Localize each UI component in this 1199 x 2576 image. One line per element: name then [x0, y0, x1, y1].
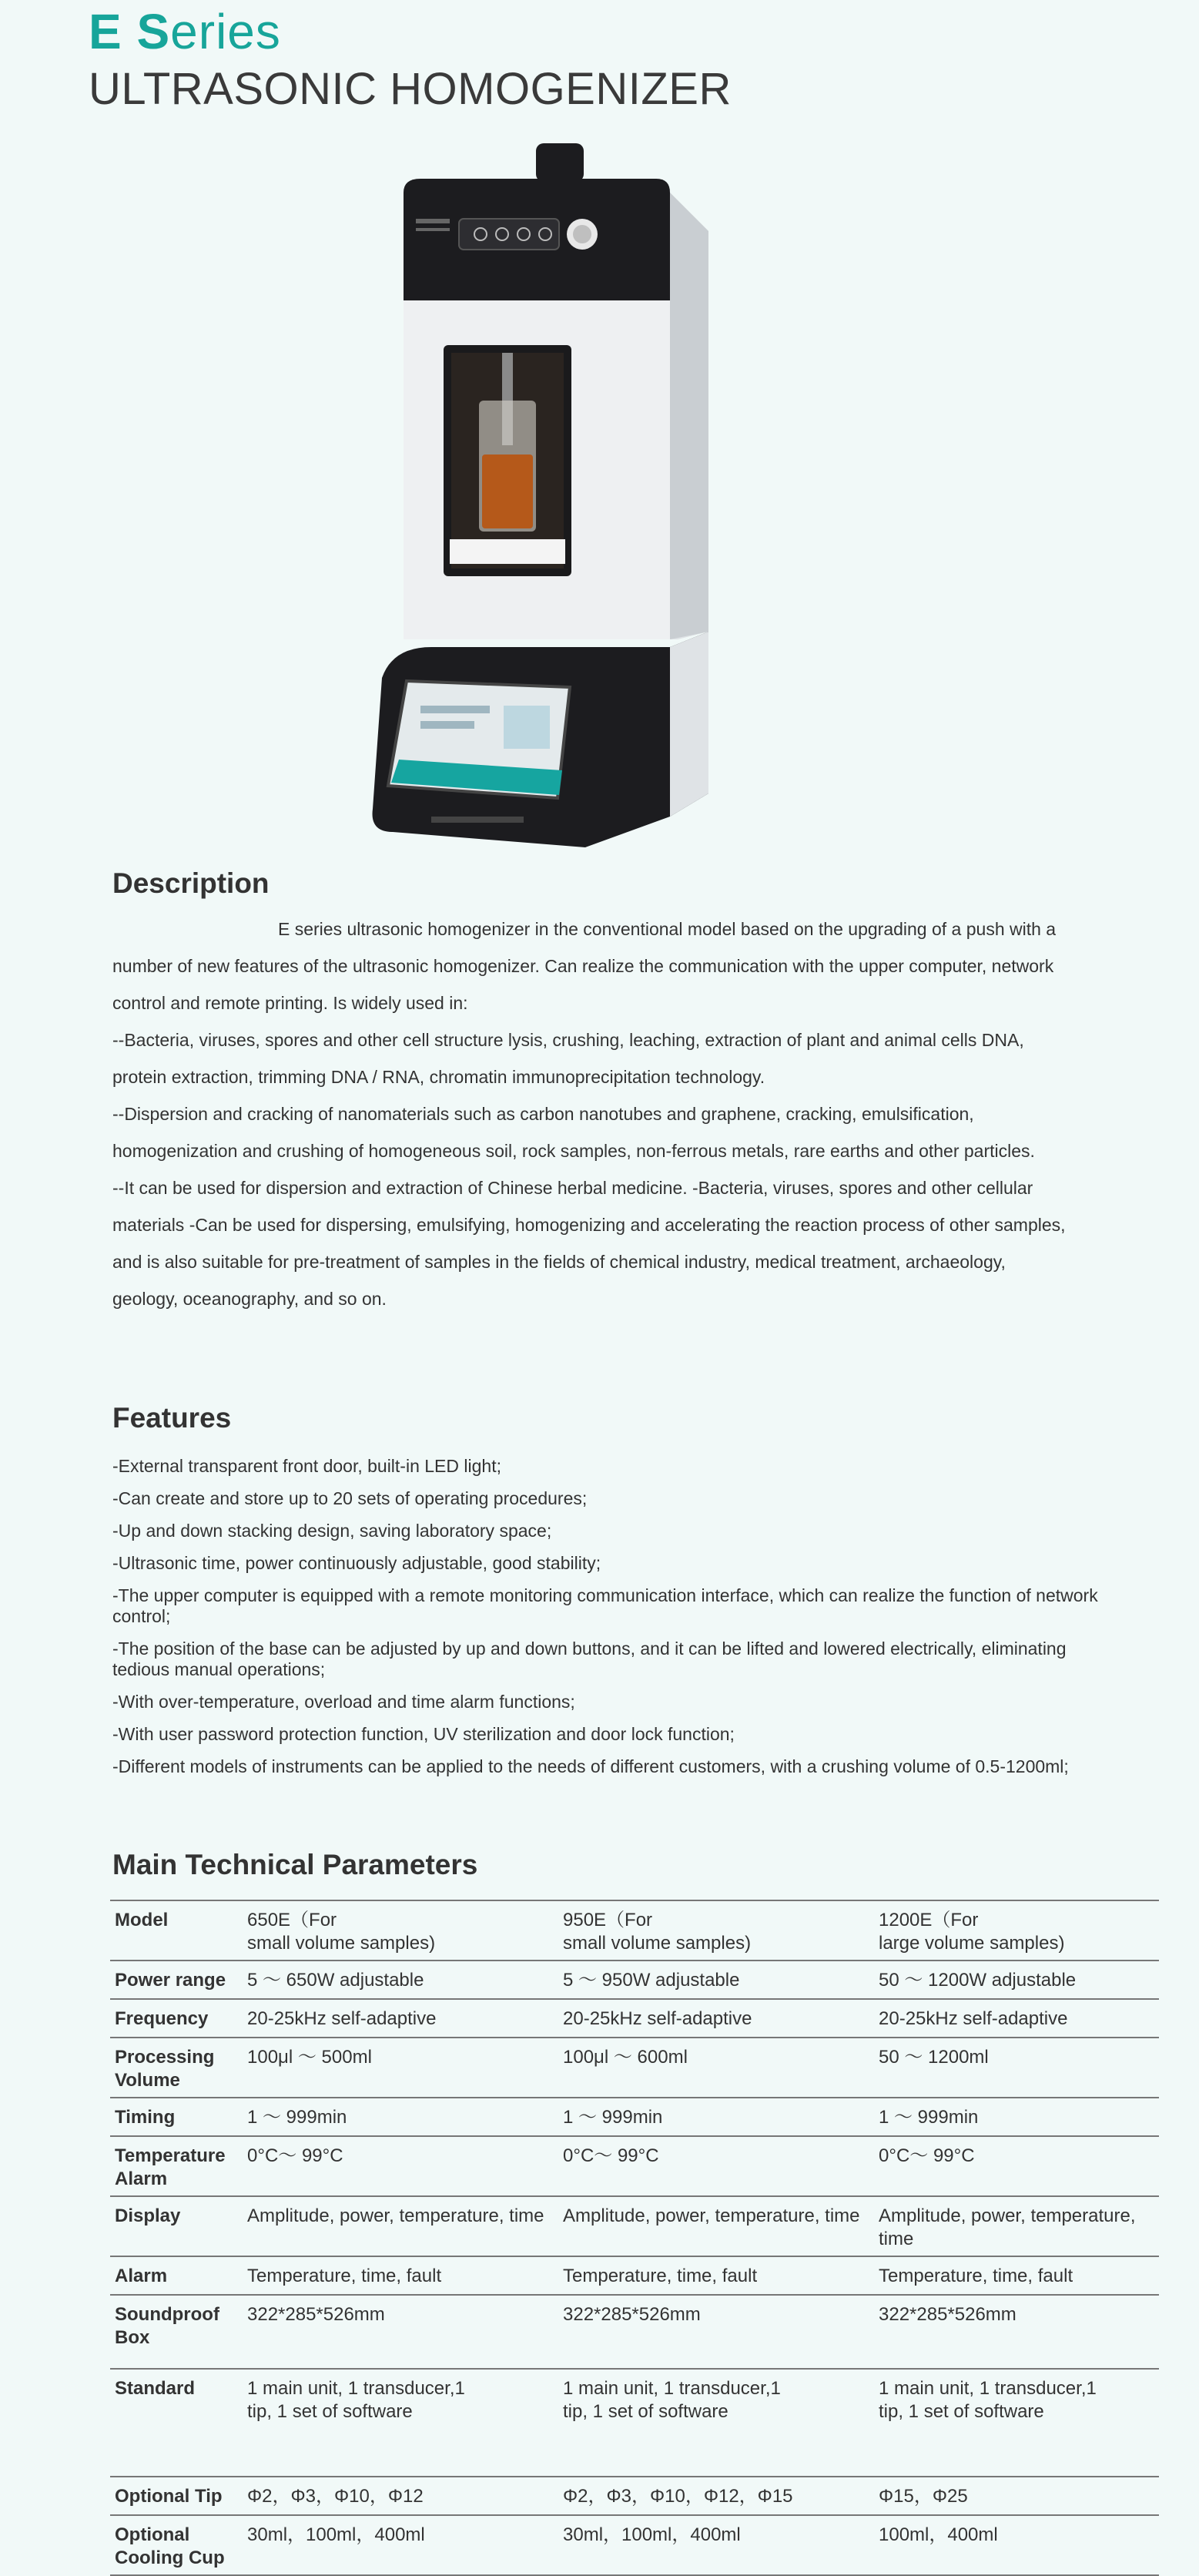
feature-item: -Different models of instruments can be applied to the needs of different customers, with a crushing volume of 0.5-1200ml;	[112, 1756, 1069, 1776]
feature-item: -External transparent front door, built-in LED light;	[112, 1456, 501, 1476]
param-value-c3: Φ15，Φ25	[874, 2477, 1159, 2515]
param-label: Soundproof Box	[110, 2295, 243, 2369]
param-value-c1: 1 main unit, 1 transducer,1 tip, 1 set of software	[243, 2369, 558, 2477]
param-label: Alarm	[110, 2256, 243, 2295]
param-label: Display	[110, 2196, 243, 2256]
feature-item: -The upper computer is equipped with a remote monitoring communication interface, which can realize the function of network control;	[112, 1585, 1098, 1626]
table-row	[110, 2256, 1159, 2295]
param-value-c1: Temperature, time, fault	[243, 2256, 558, 2295]
description-title: Description	[112, 867, 270, 899]
table-row	[110, 2196, 1159, 2256]
feature-item: -Can create and store up to 20 sets of operating procedures;	[112, 1488, 588, 1508]
description-paragraph: --It can be used for dispersion and extraction of Chinese herbal medicine. -Bacteria, viruses, spores and other cellular materials -Can be used for dispersing, emulsifying, homogenizing and accelerating the reaction process of other samples, and is also suitable for pre-treatment of samples in the fields of chemical industry, medical treatment, archaeology, geology, oceanography, and so on.	[112, 1178, 1066, 1309]
param-label: Frequency	[110, 1999, 243, 2038]
param-value-c1: 20-25kHz self-adaptive	[243, 1999, 558, 2038]
param-value-c3: 0°C～ 99°C	[874, 2136, 1159, 2196]
page-subtitle: ULTRASONIC HOMOGENIZER	[89, 64, 732, 114]
param-value-c3: 50 ～ 1200ml	[874, 2038, 1159, 2098]
param-label: Optional Tip	[110, 2477, 243, 2515]
feature-item: -With user password protection function, UV sterilization and door lock function;	[112, 1724, 735, 1744]
table-row	[110, 2136, 1159, 2196]
description-body	[112, 911, 1067, 1317]
param-value-c1: 0°C～ 99°C	[243, 2136, 558, 2196]
ultrasonic-homogenizer-illustration	[308, 139, 739, 863]
param-value-c1: 650E（For small volume samples)	[243, 1900, 558, 1961]
param-value-c3: 50 ～ 1200W adjustable	[874, 1961, 1159, 1999]
param-value-c3: 100ml，400ml	[874, 2515, 1159, 2575]
param-label: Timing	[110, 2098, 243, 2136]
param-value-c2: Amplitude, power, temperature, time	[558, 2196, 874, 2256]
param-label: Standard	[110, 2369, 243, 2477]
table-row	[110, 1999, 1159, 2038]
feature-item: -With over-temperature, overload and time alarm functions;	[112, 1692, 575, 1712]
param-label: Power range	[110, 1961, 243, 1999]
table-row	[110, 2477, 1159, 2515]
description-paragraph: E series ultrasonic homogenizer in the conventional model based on the upgrading of a push with a number of new features of the ultrasonic homogenizer. Can realize the communication with the upper computer, network control and remote printing. Is widely used in:	[112, 919, 1057, 1013]
brand-letter-s: S	[136, 4, 171, 59]
param-value-c1: Φ2，Φ3，Φ10，Φ12	[243, 2477, 558, 2515]
param-value-c2: 950E（For small volume samples)	[558, 1900, 874, 1961]
param-value-c3: 1 ～ 999min	[874, 2098, 1159, 2136]
param-value-c1: Amplitude, power, temperature, time	[243, 2196, 558, 2256]
param-label: Temperature Alarm	[110, 2136, 243, 2196]
table-row	[110, 1961, 1159, 1999]
param-value-c3: 1 main unit, 1 transducer,1 tip, 1 set of software	[874, 2369, 1159, 2477]
param-value-c2: 1 ～ 999min	[558, 2098, 874, 2136]
table-row	[110, 2098, 1159, 2136]
param-value-c2: 5 ～ 950W adjustable	[558, 1961, 874, 1999]
brand-rest: eries	[170, 4, 281, 59]
param-value-c1: 5 ～ 650W adjustable	[243, 1961, 558, 1999]
parameters-table	[110, 1900, 1159, 2576]
param-label: Model	[110, 1900, 243, 1961]
param-value-c1: 1 ～ 999min	[243, 2098, 558, 2136]
param-value-c1: 100μl ～ 500ml	[243, 2038, 558, 2098]
features-title: Features	[112, 1402, 232, 1434]
param-value-c3: 20-25kHz self-adaptive	[874, 1999, 1159, 2038]
param-value-c2: Φ2，Φ3，Φ10，Φ12，Φ15	[558, 2477, 874, 2515]
description-paragraph: --Bacteria, viruses, spores and other cell structure lysis, crushing, leaching, extraction of plant and animal cells DNA, protein extraction, trimming DNA / RNA, chromatin immunoprecipitation technology.	[112, 1030, 1024, 1087]
brand-letter-e: E	[89, 4, 122, 59]
param-value-c2: 20-25kHz self-adaptive	[558, 1999, 874, 2038]
description-paragraph: --Dispersion and cracking of nanomaterials such as carbon nanotubes and graphene, cracking, emulsification, homogenization and crushing of homogeneous soil, rock samples, non-ferrous metals, rare earths and other particles.	[112, 1104, 1035, 1161]
param-value-c2: 30ml，100ml，400ml	[558, 2515, 874, 2575]
brand-logo	[89, 3, 281, 60]
table-row	[110, 2369, 1159, 2477]
table-row	[110, 2515, 1159, 2575]
feature-item: -The position of the base can be adjusted by up and down buttons, and it can be lifted and lowered electrically, eliminating tedious manual operations;	[112, 1639, 1067, 1679]
feature-item: -Ultrasonic time, power continuously adjustable, good stability;	[112, 1553, 601, 1573]
parameters-title: Main Technical Parameters	[112, 1849, 478, 1880]
table-row	[110, 2038, 1159, 2098]
param-value-c2: 322*285*526mm	[558, 2295, 874, 2369]
features-list	[112, 1456, 1098, 1789]
param-value-c3: Temperature, time, fault	[874, 2256, 1159, 2295]
param-value-c2: Temperature, time, fault	[558, 2256, 874, 2295]
param-value-c2: 1 main unit, 1 transducer,1 tip, 1 set of software	[558, 2369, 874, 2477]
param-value-c1: 322*285*526mm	[243, 2295, 558, 2369]
param-label: Optional Cooling Cup	[110, 2515, 243, 2575]
param-value-c3: 1200E（For large volume samples)	[874, 1900, 1159, 1961]
param-label: Processing Volume	[110, 2038, 243, 2098]
table-row	[110, 1900, 1159, 1961]
param-value-c2: 100μl ～ 600ml	[558, 2038, 874, 2098]
param-value-c1: 30ml，100ml，400ml	[243, 2515, 558, 2575]
feature-item: -Up and down stacking design, saving laboratory space;	[112, 1521, 552, 1541]
param-value-c3: 322*285*526mm	[874, 2295, 1159, 2369]
table-row	[110, 2295, 1159, 2369]
param-value-c2: 0°C～ 99°C	[558, 2136, 874, 2196]
param-value-c3: Amplitude, power, temperature, time	[874, 2196, 1159, 2256]
